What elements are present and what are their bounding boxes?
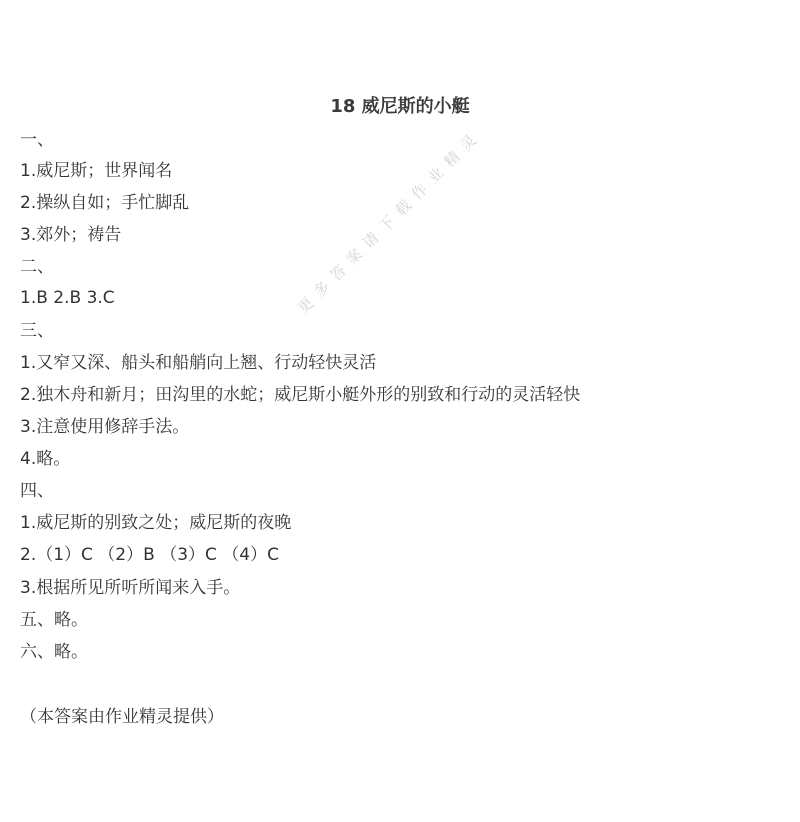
answer-line: 1.威尼斯；世界闻名 [20,161,173,181]
answer-line: 1.B 2.B 3.C [20,288,115,308]
answer-line: 3.注意使用修辞手法。 [20,417,190,437]
answer-line: 1.威尼斯的别致之处；威尼斯的夜晚 [20,513,292,533]
watermark-text: 更多答案请下载作业精灵 [293,125,486,318]
answer-line: 1.又窄又深、船头和船艄向上翘、行动轻快灵活 [20,353,377,373]
answer-line: 3.根据所见所听所闻来入手。 [20,578,241,598]
answer-line: 2.操纵自如；手忙脚乱 [20,193,190,213]
answer-line: 2.独木舟和新月；田沟里的水蛇；威尼斯小艇外形的别致和行动的灵活轻快 [20,385,581,405]
section-heading-3: 三、 [20,321,54,341]
answer-line: 2.（1）C （2）B （3）C （4）C [20,545,279,565]
section-heading-4: 四、 [20,481,54,501]
section-heading-6: 六、略。 [20,642,88,662]
answer-line: 3.郊外；祷告 [20,225,122,245]
section-heading-2: 二、 [20,257,54,277]
page-title: 18 威尼斯的小艇 [330,96,470,117]
footer-note: （本答案由作业精灵提供） [20,707,224,727]
section-heading-5: 五、略。 [20,610,88,630]
section-heading-1: 一、 [20,130,54,150]
answer-line: 4.略。 [20,449,71,469]
